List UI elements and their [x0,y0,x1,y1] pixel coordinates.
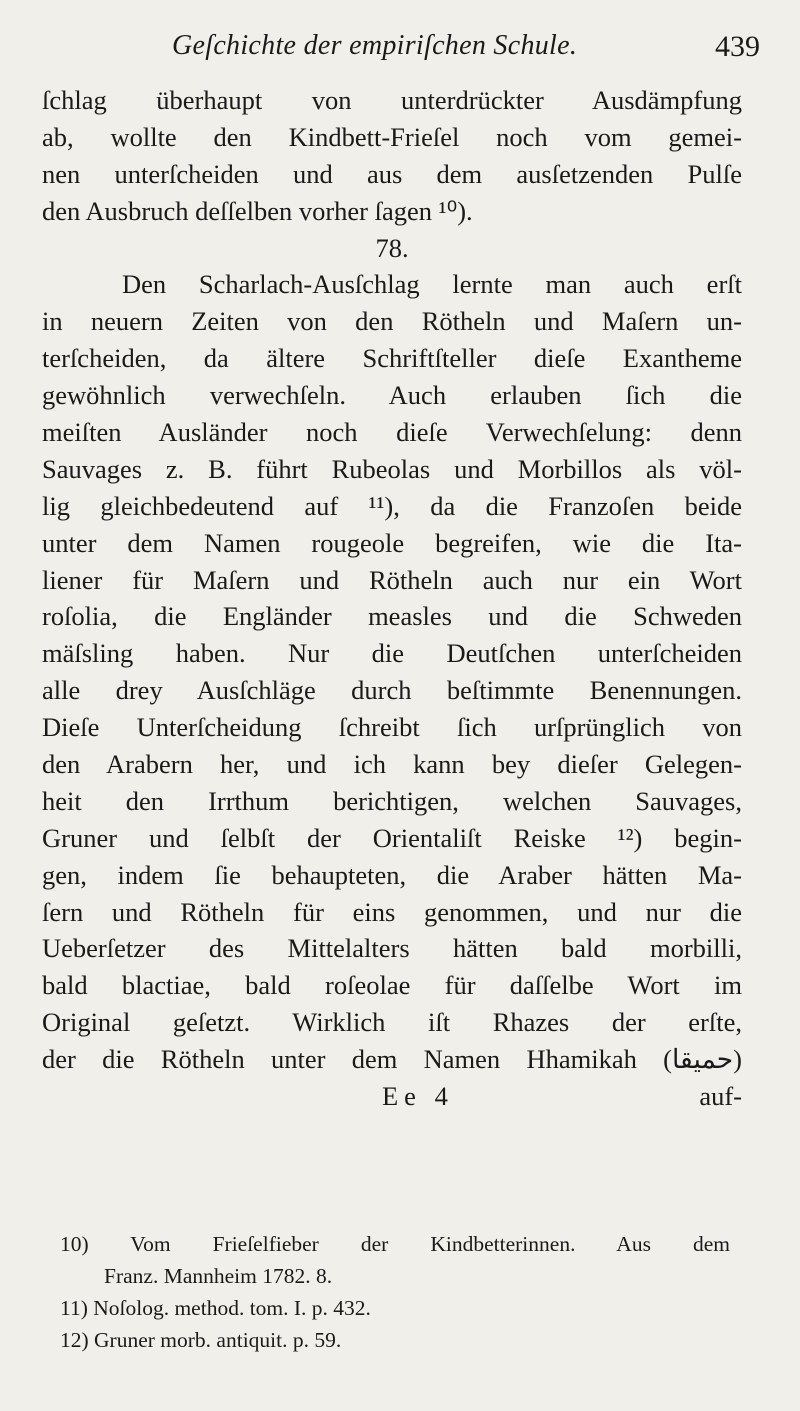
text-line: gewöhnlich verwechſeln. Auch erlauben ſich die [42,380,742,411]
text-line: Dieſe Unterſcheidung ſchreibt ſich urſprünglich von [42,712,742,743]
text-line: Ueberſetzer des Mittelalters hätten bald morbilli, [42,933,742,964]
text-line: ab, wollte den Kindbett-Frieſel noch vom gemei- [42,121,742,152]
text-line: nen unterſcheiden und aus dem ausſetzenden Pulſe [42,158,742,189]
text-line: in neuern Zeiten von den Rötheln und Maſern un- [42,306,742,337]
text-line: den Ausbruch deſſelben vorher ſagen ¹⁰). [42,195,473,226]
text-line: liener für Maſern und Rötheln auch nur ein Wort [42,564,742,595]
signature-mark: Ee 4 [382,1081,454,1112]
catchword: auf- [699,1081,742,1112]
footnote: 12) Gruner morb. antiquit. p. 59. [60,1328,342,1352]
footnote: 11) Noſolog. method. tom. I. p. 432. [60,1296,371,1320]
footnote-continuation: Franz. Mannheim 1782. 8. [104,1264,333,1288]
text-line: mäſsling haben. Nur die Deutſchen unterſcheiden [42,638,742,669]
text-line: terſcheiden, da ältere Schriftſteller dieſe Exantheme [42,343,742,374]
text-line: den Arabern her, und ich kann bey dieſer Gelegen- [42,749,742,780]
text-line: alle drey Ausſchläge durch beſtimmte Benennungen. [42,675,742,706]
text-line: der die Rötheln unter dem Namen Hhamikah (حميقا) [42,1044,742,1075]
body-text [42,82,742,1115]
page-header [120,20,760,76]
text-line: lig gleichbedeutend auf ¹¹), da die Franzoſen beide [42,490,742,521]
text-line: Original geſetzt. Wirklich iſt Rhazes der erſte, [42,1007,742,1038]
text-line: ſchlag überhaupt von unterdrückter Ausdämpfung [42,85,742,115]
page-number: 439 [715,30,760,63]
text-line: ſern und Rötheln für eins genommen, und nur die [42,896,742,927]
text-line: Sauvages z. B. führt Rubeolas und Morbillos als völ- [42,453,742,484]
text-line: bald blactiae, bald roſeolae für daſſelbe Wort im [42,970,742,1001]
text-line: gen, indem ſie behaupteten, die Araber hätten Ma- [42,859,742,890]
signature-line [42,1078,742,1115]
section-number: 78. [375,232,409,263]
text-line: unter dem Namen rougeole begreifen, wie die Ita- [42,527,742,558]
text-line: Den Scharlach-Ausſchlag lernte man auch erſt [122,269,742,300]
text-line: roſolia, die Engländer measles und die Schweden [42,601,742,632]
footnote: 10) Vom Frieſelfieber der Kindbetterinnen. Aus dem [60,1232,730,1256]
footnotes [60,1228,730,1356]
text-line: meiſten Ausländer noch dieſe Verwechſelung: denn [42,417,742,448]
running-title: Geſchichte der empiriſchen Schule. [172,30,578,61]
text-line: Gruner und ſelbſt der Orientaliſt Reiske ¹²) begin- [42,822,742,853]
text-line: heit den Irrthum berichtigen, welchen Sauvages, [42,785,742,816]
